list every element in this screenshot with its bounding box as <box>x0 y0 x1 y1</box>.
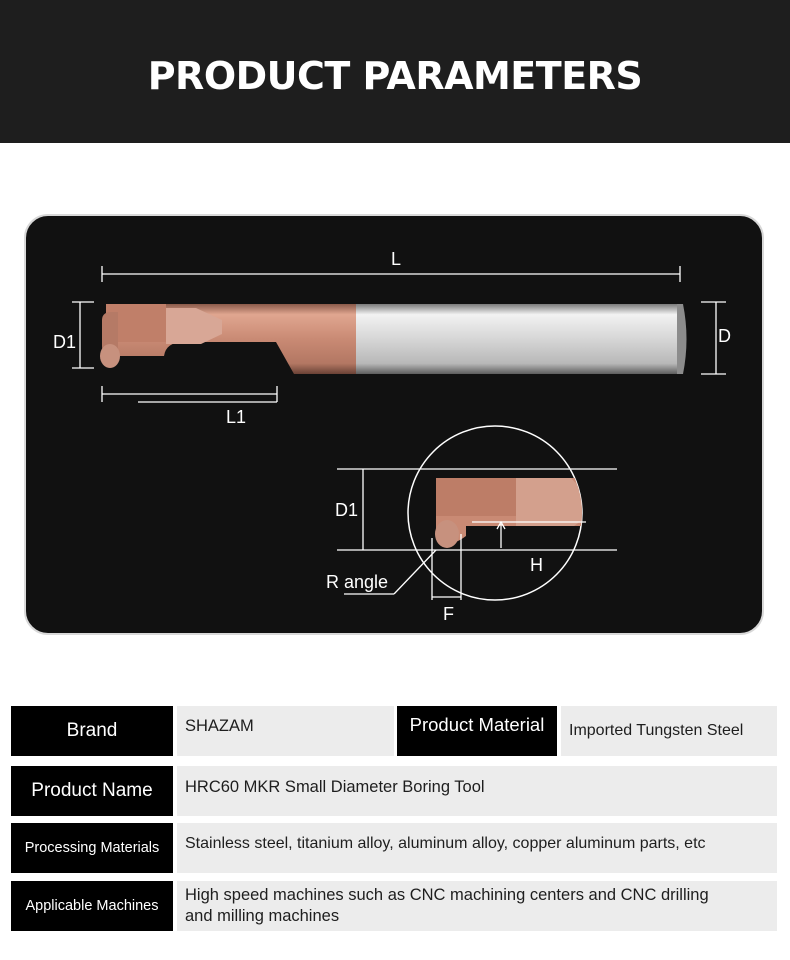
label-h: H <box>530 555 543 575</box>
label-l1: L1 <box>226 407 247 427</box>
dimension-l <box>102 249 680 282</box>
dimension-d1 <box>53 302 94 368</box>
spec-row-applicable-machines <box>11 881 777 931</box>
header-banner <box>0 0 790 143</box>
detail-magnifier <box>326 426 617 624</box>
processing-materials-value: Stainless steel, titanium alloy, aluminum alloy, copper aluminum parts, etc <box>177 823 777 873</box>
applicable-machines-line-1: High speed machines such as CNC machining centers and CNC drilling <box>185 886 709 904</box>
label-l: L <box>390 249 402 269</box>
dimension-l1 <box>102 386 277 427</box>
brand-value: SHAZAM <box>177 706 394 756</box>
label-f: F <box>443 604 454 624</box>
spec-row-product-name <box>11 766 777 816</box>
tool-diagram-panel <box>24 214 764 635</box>
label-d1: D1 <box>53 332 77 352</box>
applicable-machines-value <box>177 881 777 931</box>
product-name-value: HRC60 MKR Small Diameter Boring Tool <box>177 766 777 816</box>
applicable-machines-line-2: and milling machines <box>185 907 340 925</box>
applicable-machines-label: Applicable Machines <box>11 881 173 931</box>
brand-label: Brand <box>11 706 173 756</box>
material-value: Imported Tungsten Steel <box>561 706 777 756</box>
boring-tool-body <box>100 304 687 374</box>
label-r-angle: R angle <box>326 572 389 592</box>
spec-row-processing-materials <box>11 823 777 873</box>
processing-materials-label: Processing Materials <box>11 823 173 873</box>
label-d: D <box>718 326 731 346</box>
label-d1-detail: D1 <box>335 500 359 520</box>
material-label: Product Material <box>397 706 557 756</box>
product-name-label: Product Name <box>11 766 173 816</box>
tool-dimension-diagram <box>26 216 766 637</box>
spec-row-brand <box>11 706 777 756</box>
page-title: PRODUCT PARAMETERS <box>147 54 643 98</box>
dimension-d <box>701 302 731 374</box>
